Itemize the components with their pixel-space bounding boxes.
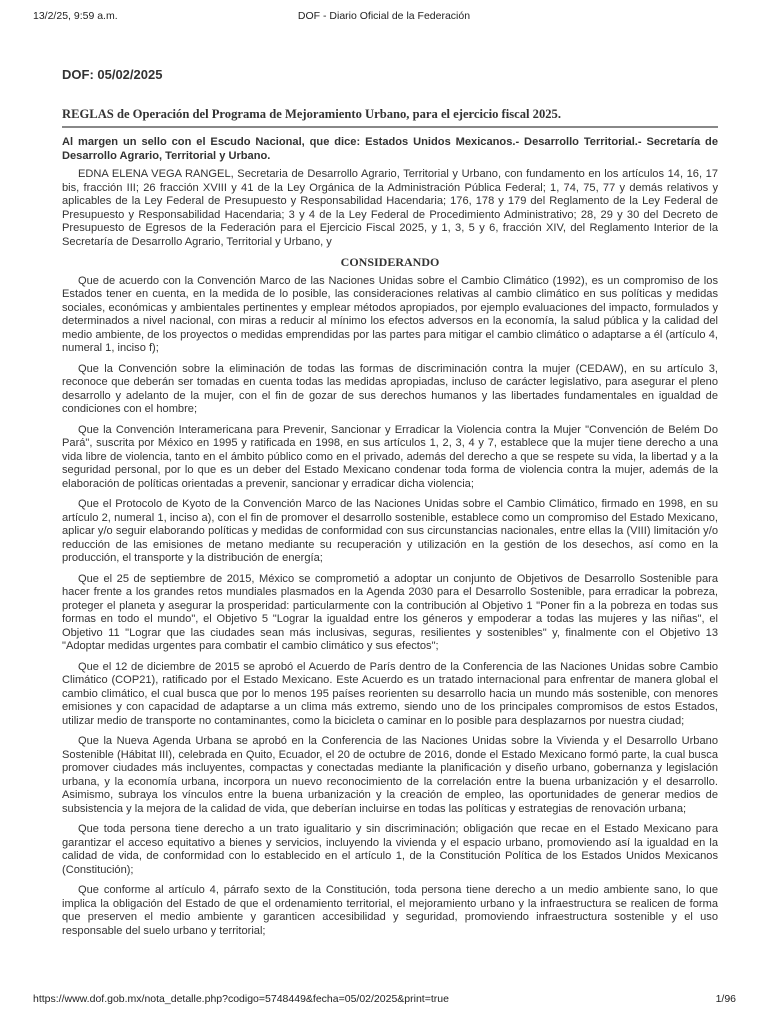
document-title: REGLAS de Operación del Programa de Mejoramiento Urbano, para el ejercicio fiscal 2025. [62, 107, 562, 121]
considerando-paragraph: Que toda persona tiene derecho a un trato igualitario y sin discriminación; obligación que recae en el Estado Mexicano para garantizar el acceso equitativo a bienes y servicios, incluyendo la vivienda y el espacio urbano, promoviendo así la igualdad en la calidad de vida, de conformidad con lo establecido en el artículo 1, de la Constitución Política de los Estados Unidos Mexicanos (Constitución); [62, 823, 718, 876]
document-body [62, 136, 718, 945]
considerando-paragraph: Que el Protocolo de Kyoto de la Convención Marco de las Naciones Unidas sobre el Cambio Climático, firmado en 1998, en su artículo 2, numeral 1, inciso a), con el fin de promover el desarrollo sostenible, establece como un compromiso del Estado Mexicano, aplicar y/o seguir elaborando políticas y medidas de conformidad con sus circunstancias nacionales, entre ellas la (VIII) limitación y/o reducción de las emisiones de metano mediante su recuperación y utilización en la gestión de los desechos, así como en la producción, el transporte y la distribución de energía; [62, 498, 718, 564]
print-url: https://www.dof.gob.mx/nota_detalle.php?codigo=5748449&fecha=05/02/2025&print=true [33, 993, 449, 1005]
considerando-paragraph: Que el 25 de septiembre de 2015, México se comprometió a adoptar un conjunto de Objetivos de Desarrollo Sostenible para hacer frente a los grandes retos mundiales plasmados en la Agenda 2030 para el Desarrollo Sostenible, para erradicar la pobreza, proteger el planeta y asegurar la prosperidad: particularmente con la contribución al Objetivo 1 "Poner fin a la pobreza en todas sus formas en todo el mundo", el Objetivo 5 "Lograr la igualdad entre los géneros y empoderar a todas las mujeres y las niñas", el Objetivo 11 "Lograr que las ciudades sean más inclusivas, seguras, resilientes y sostenibles" y, finalmente con el Objetivo 13 "Adoptar medidas urgentes para combatir el cambio climático y sus efectos"; [62, 572, 718, 652]
considerando-paragraph: Que la Convención sobre la eliminación de todas las formas de discriminación contra la mujer (CEDAW), en su artículo 3, reconoce que deberán ser tomadas en cuenta todas las medidas apropiadas, incluso de carácter legislativo, para asegurar el pleno desarrollo y adelanto de la mujer, con el fin de gozar de sus derechos humanos y las libertades fundamentales en igualdad de condiciones con el hombre; [62, 362, 718, 415]
considerando-paragraph: Que la Nueva Agenda Urbana se aprobó en la Conferencia de las Naciones Unidas sobre la Vivienda y el Desarrollo Urbano Sostenible (Hábitat III), celebrada en Quito, Ecuador, el 20 de octubre de 2016, donde el Estado Mexicano formó parte, la cual busca promover ciudades más incluyentes, compactas y conectadas mediante la planificación y diseño urbano, gobernanza y legislación urbana, y la economía urbana, incorpora un nuevo reconocimiento de la correlación entre la buena urbanización y el desarrollo. Asimismo, subraya los vínculos entre la buena urbanización y la creación de empleo, las oportunidades de generar medios de subsistencia y la mejora de la calidad de vida, que deberían incluirse en todas las políticas y estrategias de renovación urbana; [62, 735, 718, 815]
considerando-paragraph: Que conforme al artículo 4, párrafo sexto de la Constitución, toda persona tiene derecho a un medio ambiente sano, lo que implica la obligación del Estado de que el ordenamiento territorial, el mejoramiento urbano y la infraestructura se realicen de forma que preserven el medio ambiente y garanticen accesibilidad y seguridad, promoviendo infraestructura sostenible y el uso responsable del suelo urbano y territorial; [62, 884, 718, 937]
title-divider [62, 126, 718, 128]
considerando-paragraph: Que la Convención Interamericana para Prevenir, Sancionar y Erradicar la Violencia contra la Mujer "Convención de Belém Do Pará", suscrita por México en 1995 y ratificada en 1998, en sus artículos 1, 2, 3, 4 y 7, establece que la mujer tiene derecho a una vida libre de violencia, tanto en el ámbito público como en el privado, además del derecho a que se respete su vida, la libertad y a la seguridad personal, por lo que es un deber del Estado Mexicano condenar toda forma de violencia contra la mujer, además de la elaboración de políticas orientadas a prevenir, sancionar y erradicar dicha violencia; [62, 423, 718, 490]
print-page-title: DOF - Diario Oficial de la Federación [297, 10, 471, 22]
print-footer [0, 993, 768, 1007]
seal-note: Al margen un sello con el Escudo Nacional, que dice: Estados Unidos Mexicanos.- Desarrollo Territorial.- Secretaría de Desarrollo Agrario, Territorial y Urbano. [62, 136, 718, 162]
considerando-paragraph: Que el 12 de diciembre de 2015 se aprobó el Acuerdo de París dentro de la Conferencia de las Naciones Unidas sobre Cambio Climático (COP21), ratificado por el Estado Mexicano. Este Acuerdo es un tratado internacional para enfrentar de manera global el cambio climático, el cual busca que por lo menos 195 países reorienten su desarrollo hacia un mundo más sostenible, con menores emisiones y con capacidad de adaptarse a un clima más extremo, siendo uno de los principales compromisos de estos Estados, utilizar medio de transporte no contaminantes, como la bicicleta o caminar en lo posible para desplazarnos por nuestra ciudad; [62, 660, 718, 727]
print-page-number: 1/96 [715, 993, 736, 1005]
print-datetime: 13/2/25, 9:59 a.m. [33, 10, 118, 22]
section-heading: CONSIDERANDO [340, 255, 440, 269]
print-header [0, 0, 768, 24]
considerando-paragraph: Que de acuerdo con la Convención Marco de las Naciones Unidas sobre el Cambio Climático (1992), es un compromiso de los Estados tener en cuenta, en la medida de lo posible, las consideraciones relativas al cambio climático en sus políticas y medidas sociales, económicas y ambientales pertinentes y emplear métodos apropiados, por ejemplo evaluaciones del impacto, formulados y determinados a nivel nacional, con miras a reducir al mínimo los efectos adversos en la economía, la salud pública y la calidad del medio ambiente, de los proyectos o medidas emprendidas por las partes para mitigar el cambio climático o adaptarse a él (artículo 4, numeral 1, inciso f); [62, 274, 718, 354]
intro-paragraph: EDNA ELENA VEGA RANGEL, Secretaria de Desarrollo Agrario, Territorial y Urbano, con fundamento en los artículos 14, 16, 17 bis, fracción III; 26 fracción XVIII y 41 de la Ley Orgánica de la Administración Pública Federal; 1, 74, 75, 77 y demás relativos y aplicables de la Ley Federal de Presupuesto y Responsabilidad Hacendaria; 176, 178 y 179 del Reglamento de la Ley Federal de Presupuesto y Responsabilidad Hacendaria; 3 y 4 de la Ley Federal de Procedimiento Administrativo; 28, 29 y 30 del Decreto de Presupuesto de Egresos de la Federación para el Ejercicio Fiscal 2025, y 1, 3, 5 y 6, fracción XIV, del Reglamento Interior de la Secretaría de Desarrollo Agrario, Territorial y Urbano, y [62, 168, 718, 248]
dof-date: DOF: 05/02/2025 [62, 67, 163, 82]
